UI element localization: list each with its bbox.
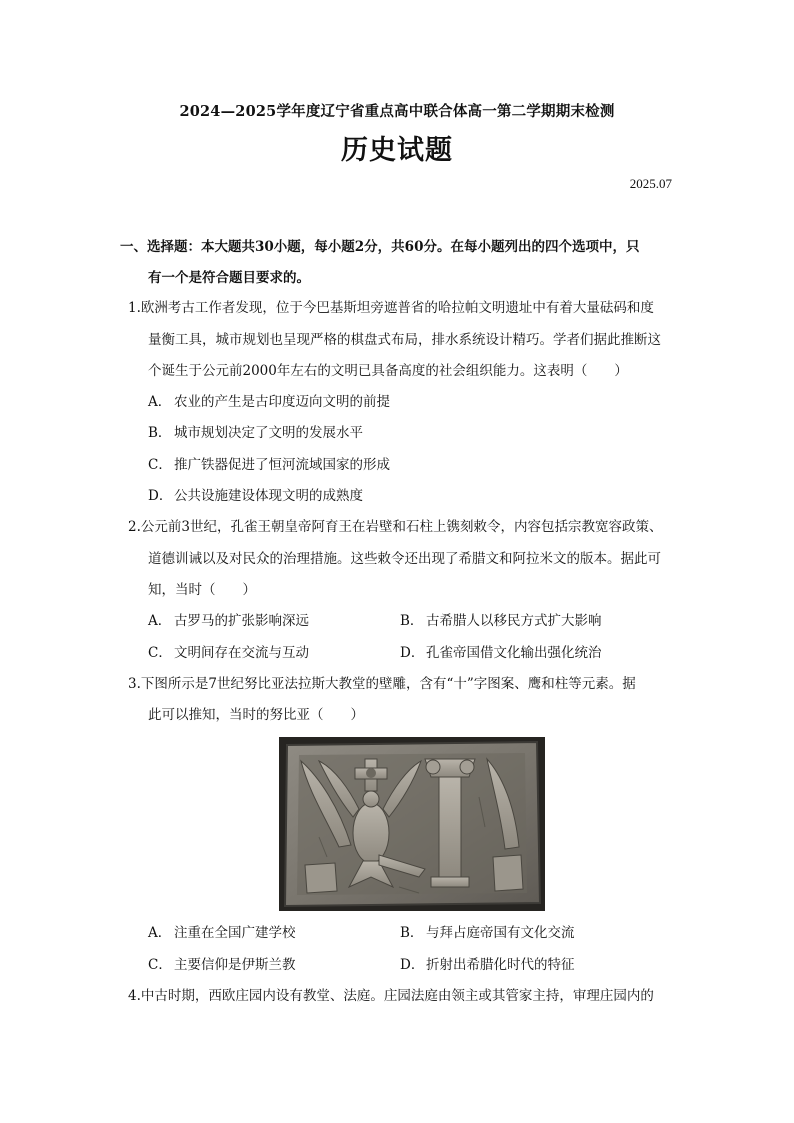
option-text: 古罗马的扩张影响深远 xyxy=(174,613,309,629)
option-letter: C． xyxy=(148,645,172,661)
question-3-option-c[interactable] xyxy=(148,955,296,975)
question-2-line-3: 知，当时（ ） xyxy=(148,582,256,598)
option-text: 折射出希腊化时代的特征 xyxy=(426,957,575,973)
relief-carving-illustration xyxy=(279,737,545,911)
exam-date: 2025.07 xyxy=(629,176,672,191)
question-1-line-2: 量衡工具，城市规划也呈现严格的棋盘式布局，排水系统设计精巧。学者们据此推断这 xyxy=(148,332,661,348)
relief-carving-image xyxy=(279,737,545,911)
option-text: 推广铁器促进了恒河流域国家的形成 xyxy=(174,457,390,473)
question-3-line-2: 此可以推知，当时的努比亚（ ） xyxy=(148,707,364,723)
question-1-option-b[interactable] xyxy=(148,423,363,443)
question-2-option-b[interactable] xyxy=(400,611,602,631)
option-letter: D． xyxy=(400,645,425,661)
option-letter: C． xyxy=(148,957,172,973)
option-text: 古希腊人以移民方式扩大影响 xyxy=(426,613,602,629)
exam-title: 2024—2025学年度辽宁省重点高中联合体高一第二学期期末检测 xyxy=(179,103,615,120)
option-letter: A． xyxy=(148,925,172,941)
subject-title: 历史试题 xyxy=(341,135,453,166)
option-letter: A． xyxy=(148,394,172,410)
question-1-line-1: 1.欧洲考古工作者发现，位于今巴基斯坦旁遮普省的哈拉帕文明遗址中有着大量砝码和度 xyxy=(128,300,654,316)
question-4-line-1: 4.中古时期，西欧庄园内设有教堂、法庭。庄园法庭由领主或其管家主持，审理庄园内的 xyxy=(128,988,654,1004)
section-heading-line-1: 一、选择题：本大题共30小题，每小题2分，共60分。在每小题列出的四个选项中，只 xyxy=(120,239,640,255)
question-3-option-a[interactable] xyxy=(148,923,296,943)
option-text: 主要信仰是伊斯兰教 xyxy=(174,957,296,973)
option-letter: A． xyxy=(148,613,172,629)
option-letter: D． xyxy=(400,957,425,973)
option-letter: C． xyxy=(148,457,172,473)
question-3-line-1: 3.下图所示是7世纪努比亚法拉斯大教堂的壁雕，含有“十”字图案、鹰和柱等元素。据 xyxy=(128,676,636,692)
option-letter: D． xyxy=(148,488,173,504)
option-text: 注重在全国广建学校 xyxy=(174,925,296,941)
question-1-line-3: 个诞生于公元前2000年左右的文明已具备高度的社会组织能力。这表明（ ） xyxy=(148,363,628,379)
question-3-option-d[interactable] xyxy=(400,955,575,975)
question-2-option-c[interactable] xyxy=(148,643,309,663)
question-2-option-d[interactable] xyxy=(400,643,602,663)
option-text: 孔雀帝国借文化输出强化统治 xyxy=(426,645,602,661)
option-text: 与拜占庭帝国有文化交流 xyxy=(426,925,575,941)
option-text: 农业的产生是古印度迈向文明的前提 xyxy=(174,394,390,410)
option-text: 文明间存在交流与互动 xyxy=(174,645,309,661)
question-2-line-1: 2.公元前3世纪，孔雀王朝皇帝阿育王在岩壁和石柱上镌刻敕令，内容包括宗教宽容政策、 xyxy=(128,519,663,535)
question-3-option-b[interactable] xyxy=(400,923,575,943)
question-1-option-d[interactable] xyxy=(148,486,363,506)
option-letter: B． xyxy=(400,925,424,941)
question-2-option-a[interactable] xyxy=(148,611,309,631)
section-heading-line-2: 有一个是符合题目要求的。 xyxy=(148,270,310,286)
option-letter: B． xyxy=(148,425,172,441)
question-2-line-2: 道德训诫以及对民众的治理措施。这些敕令还出现了希腊文和阿拉米文的版本。据此可 xyxy=(148,551,661,567)
option-text: 公共设施建设体现文明的成熟度 xyxy=(174,488,363,504)
question-1-option-c[interactable] xyxy=(148,455,390,475)
option-letter: B． xyxy=(400,613,424,629)
question-1-option-a[interactable] xyxy=(148,392,390,412)
option-text: 城市规划决定了文明的发展水平 xyxy=(174,425,363,441)
